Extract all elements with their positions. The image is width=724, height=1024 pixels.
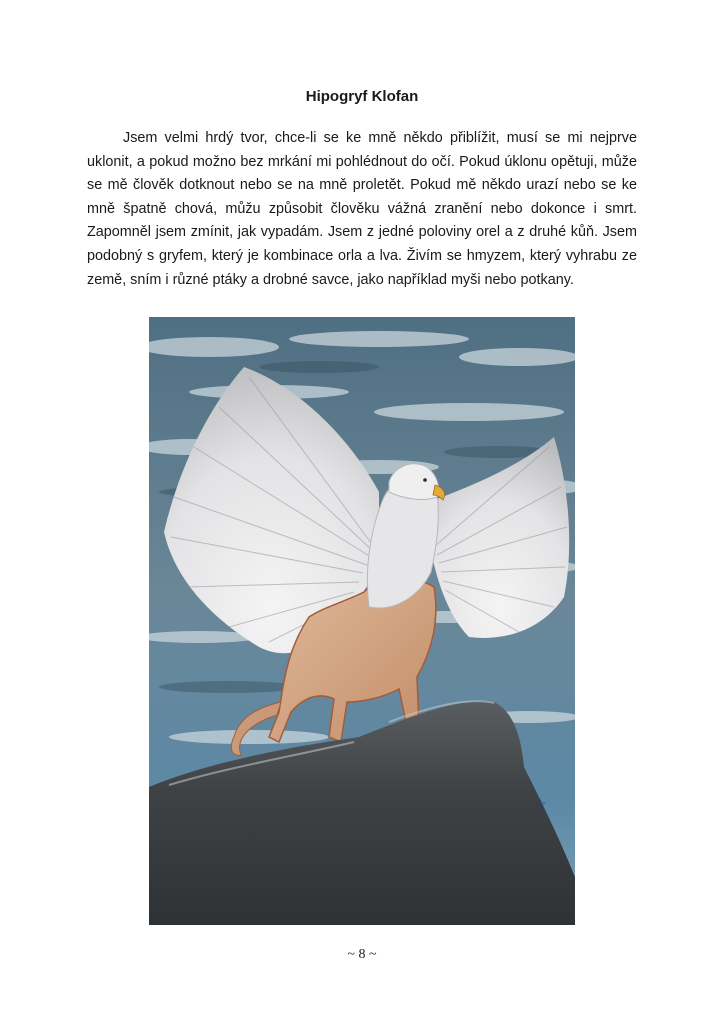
hippogriff-illustration	[149, 317, 575, 925]
page-number: ~ 8 ~	[347, 947, 377, 962]
page-title: Hipogryf Klofan	[305, 88, 419, 105]
star-signature: ☆	[534, 797, 547, 813]
eye	[423, 478, 427, 482]
body-paragraph: Jsem velmi hrdý tvor, chce-li se ke mně někdo přiblížit, musí se mi nejprve uklonit, a pokud možno bez mrkání mi pohlédnout do očí. Pokud úklonu opětuji, může se mě člověk dotknout nebo se na mně proletět. Pokud mě někdo urazí nebo se ke mně špatně chová, můžu způsobit člověku vážná zranění nebo dokonce i smrt. Zapomněl jsem zmínit, jak vypadám. Jsem z jedné poloviny orel a z druhé kůň. Jsem podobný s gryfem, který je kombinace orla a lva. Živím se hmyzem, který vyhrabu ze země, sním i různé ptáky a drobné savce, jako například myši nebo potkany.	[87, 130, 637, 288]
